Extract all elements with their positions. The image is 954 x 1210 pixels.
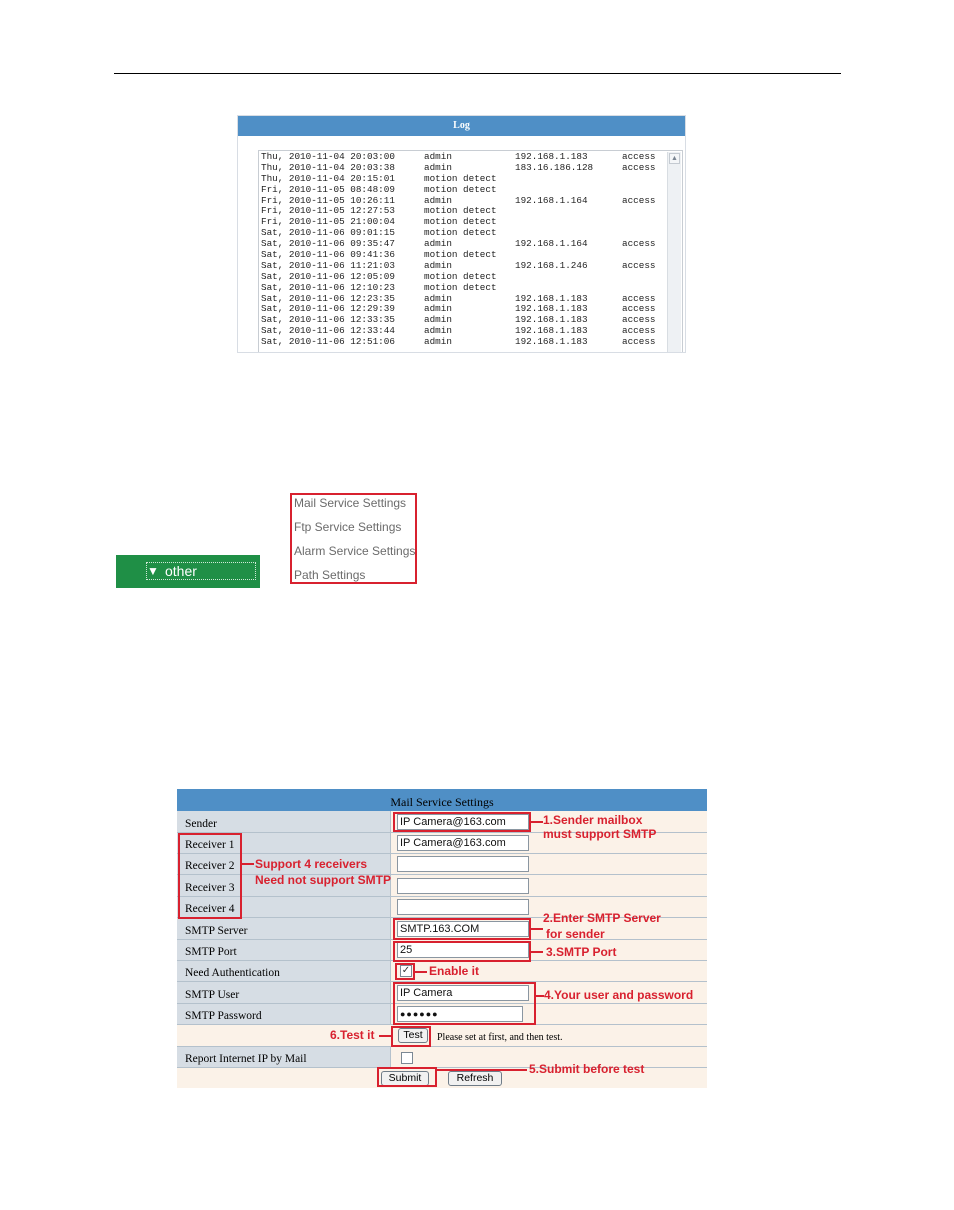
- report-internet-ip-label: Report Internet IP by Mail: [185, 1053, 307, 1065]
- log-entry-date: Sat, 2010-11-06 09:41:36: [261, 249, 395, 261]
- annotation-box-enable: [395, 963, 415, 980]
- annotation-box-smtp-server: [393, 918, 531, 940]
- annotation-enable: Enable it: [429, 964, 480, 978]
- log-scrollbar[interactable]: [667, 152, 681, 352]
- annotation-line-enable: [415, 971, 427, 973]
- annotation-smtp-port: 3.SMTP Port: [546, 945, 617, 959]
- smtp-password-label: SMTP Password: [185, 1010, 262, 1022]
- log-entry-type: access: [622, 238, 656, 250]
- log-entry-ip: 192.168.1.183: [515, 314, 588, 326]
- log-entry-event: admin: [424, 292, 452, 304]
- log-entry-date: Fri, 2010-11-05 21:00:04: [261, 216, 395, 228]
- log-entry-event: motion detect: [424, 183, 497, 195]
- other-menu-button[interactable]: [116, 555, 260, 588]
- log-entry-event: admin: [424, 161, 452, 173]
- log-lines: [261, 152, 666, 348]
- log-entry-date: Sat, 2010-11-06 12:23:35: [261, 292, 395, 304]
- log-entry-event: motion detect: [424, 227, 497, 239]
- log-entry-event: motion detect: [424, 172, 497, 184]
- annotation-line-test: [379, 1035, 391, 1037]
- receiver-4-input[interactable]: [397, 899, 529, 915]
- sender-label: Sender: [185, 818, 217, 830]
- annotation-box-receivers: [178, 833, 242, 919]
- log-entry-type: access: [622, 151, 656, 162]
- log-entry-type: access: [622, 292, 656, 304]
- scroll-up-arrow-icon[interactable]: ▲: [669, 153, 680, 164]
- log-entry-ip: 192.168.1.183: [515, 336, 588, 348]
- receiver-1-input[interactable]: IP Camera@163.com: [397, 835, 529, 851]
- log-entry-ip: 192.168.1.164: [515, 238, 588, 250]
- smtp-server-input[interactable]: SMTP.163.COM: [397, 921, 529, 937]
- log-entry-event: admin: [424, 314, 452, 326]
- annotation-box-sender: [393, 812, 531, 832]
- report-internet-ip-checkbox[interactable]: [401, 1052, 413, 1064]
- log-entry-date: Sat, 2010-11-06 12:29:39: [261, 303, 395, 315]
- other-menu-focus: [146, 562, 256, 580]
- log-entry-ip: 192.168.1.183: [515, 151, 588, 162]
- log-entry-date: Sat, 2010-11-06 12:33:44: [261, 325, 395, 337]
- other-submenu: [290, 493, 417, 584]
- log-entry-date: Sat, 2010-11-06 11:21:03: [261, 259, 395, 271]
- smtp-port-input[interactable]: 25: [397, 942, 529, 958]
- log-entry-date: Fri, 2010-11-05 10:26:11: [261, 194, 395, 206]
- annotation-test: 6.Test it: [330, 1028, 375, 1042]
- smtp-user-label: SMTP User: [185, 989, 240, 1001]
- log-entry-event: admin: [424, 303, 452, 315]
- log-entry-ip: 192.168.1.183: [515, 325, 588, 337]
- mail-settings-title: Mail Service Settings: [177, 789, 707, 811]
- receiver-4-label: Receiver 4: [185, 903, 235, 915]
- log-entry-type: access: [622, 336, 656, 348]
- log-entry-ip: 192.168.1.183: [515, 303, 588, 315]
- annotation-submit: 5.Submit before test: [529, 1062, 645, 1076]
- log-entry-ip: 183.16.186.128: [515, 161, 594, 173]
- log-entry-date: Sat, 2010-11-06 12:33:35: [261, 314, 395, 326]
- sender-input[interactable]: IP Camera@163.com: [397, 814, 529, 830]
- log-entry-date: Sat, 2010-11-06 12:51:06: [261, 336, 395, 348]
- annotation-box-submit: [377, 1067, 437, 1087]
- log-panel: [237, 115, 686, 353]
- log-entry-type: access: [622, 194, 656, 206]
- submit-button[interactable]: Submit: [381, 1071, 429, 1086]
- annotation-line-sender: [531, 821, 543, 823]
- log-entry-type: access: [622, 161, 656, 173]
- log-entry-event: admin: [424, 259, 452, 271]
- smtp-port-label: SMTP Port: [185, 946, 237, 958]
- need-authentication-label: Need Authentication: [185, 967, 280, 979]
- log-entry: [261, 185, 666, 196]
- log-entry-ip: 192.168.1.164: [515, 194, 588, 206]
- log-entry-event: motion detect: [424, 205, 497, 217]
- menu-item-alarm-service-settings[interactable]: Alarm Service Settings: [294, 544, 416, 558]
- receiver-2-label: Receiver 2: [185, 860, 235, 872]
- need-authentication-checkbox[interactable]: ✓: [401, 965, 411, 976]
- log-title: Log: [238, 116, 685, 136]
- log-entry-date: Thu, 2010-11-04 20:03:00: [261, 151, 395, 162]
- receiver-2-input[interactable]: [397, 856, 529, 872]
- receiver-3-input[interactable]: [397, 878, 529, 894]
- annotation-smtp-server-1: 2.Enter SMTP Server: [543, 911, 661, 925]
- log-entry-type: access: [622, 303, 656, 315]
- smtp-password-input[interactable]: ●●●●●●: [397, 1006, 523, 1022]
- test-button[interactable]: Test: [398, 1028, 428, 1043]
- log-entry-event: admin: [424, 194, 452, 206]
- log-entry-type: access: [622, 314, 656, 326]
- menu-item-path-settings[interactable]: Path Settings: [294, 568, 366, 582]
- log-entry: [261, 337, 666, 348]
- refresh-button[interactable]: Refresh: [448, 1071, 502, 1086]
- annotation-receivers-1: Support 4 receivers: [255, 857, 368, 871]
- log-entry-ip: 192.168.1.183: [515, 292, 588, 304]
- log-entry-date: Thu, 2010-11-04 20:15:01: [261, 172, 395, 184]
- smtp-user-input[interactable]: IP Camera: [397, 985, 529, 1001]
- test-hint: Please set at first, and then test.: [437, 1032, 563, 1043]
- log-entry-event: admin: [424, 238, 452, 250]
- menu-item-mail-service-settings[interactable]: Mail Service Settings: [294, 496, 407, 510]
- log-entry-event: admin: [424, 325, 452, 337]
- annotation-sender-2: must support SMTP: [543, 827, 657, 841]
- menu-item-ftp-service-settings[interactable]: Ftp Service Settings: [294, 520, 402, 534]
- log-entry-date: Sat, 2010-11-06 12:10:23: [261, 281, 395, 293]
- log-entry-event: motion detect: [424, 281, 497, 293]
- annotation-box-credentials: [393, 982, 536, 1025]
- log-entry-event: admin: [424, 151, 452, 162]
- log-entry-date: Sat, 2010-11-06 12:05:09: [261, 270, 395, 282]
- log-entry-ip: 192.168.1.246: [515, 259, 588, 271]
- annotation-line-submit: [437, 1069, 527, 1071]
- log-list[interactable]: [258, 150, 683, 353]
- log-entry-date: Fri, 2010-11-05 12:27:53: [261, 205, 395, 217]
- log-entry-type: access: [622, 325, 656, 337]
- annotation-smtp-server-2: for sender: [546, 927, 605, 941]
- annotation-receivers-2: Need not support SMTP: [255, 873, 391, 887]
- log-entry-event: motion detect: [424, 249, 497, 261]
- row-test: [177, 1025, 707, 1047]
- page-top-rule: [114, 73, 841, 74]
- log-entry-date: Thu, 2010-11-04 20:03:38: [261, 161, 395, 173]
- annotation-line-smtp-port: [531, 951, 543, 953]
- annotation-credentials: 4.Your user and password: [544, 988, 694, 1002]
- log-entry-event: motion detect: [424, 216, 497, 228]
- other-menu-label: other: [165, 563, 197, 579]
- annotation-box-smtp-port: [393, 941, 531, 962]
- log-entry-date: Sat, 2010-11-06 09:35:47: [261, 238, 395, 250]
- log-entry-event: motion detect: [424, 270, 497, 282]
- triangle-down-icon: ▼: [147, 564, 159, 578]
- annotation-box-test: [391, 1026, 431, 1047]
- receiver-3-label: Receiver 3: [185, 882, 235, 894]
- smtp-server-label: SMTP Server: [185, 925, 248, 937]
- log-entry-date: Sat, 2010-11-06 09:01:15: [261, 227, 395, 239]
- annotation-line-credentials: [536, 995, 544, 997]
- receiver-1-label: Receiver 1: [185, 839, 235, 851]
- log-entry: [261, 283, 666, 294]
- log-entry-event: admin: [424, 336, 452, 348]
- log-entry-date: Fri, 2010-11-05 08:48:09: [261, 183, 395, 195]
- annotation-line-receivers: [242, 863, 254, 865]
- annotation-line-smtp-server: [531, 928, 543, 930]
- log-entry-type: access: [622, 259, 656, 271]
- annotation-sender-1: 1.Sender mailbox: [543, 813, 643, 827]
